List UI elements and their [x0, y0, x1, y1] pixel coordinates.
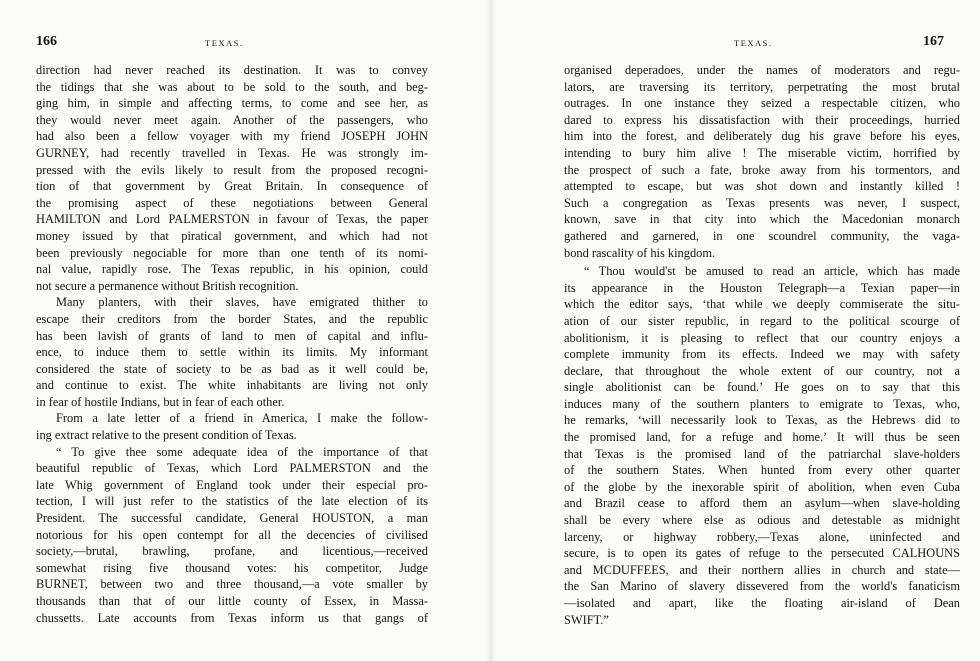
text-line: ing extract relative to the present condition of Texas. — [36, 428, 297, 443]
text-line: been previously negociable for more than one tenth of its nomi- — [36, 245, 428, 260]
text-line: dared to express his dissatisfaction with their proceedings, hurried — [564, 112, 960, 127]
text-line: known, save in that city into which the Macedonian monarch — [564, 212, 960, 227]
text-line: and MCDUFFEES, and their northern allies in church and state— — [564, 562, 960, 577]
right-running-head: TEXAS. — [734, 38, 773, 48]
text-line: GURNEY, had recently travelled in Texas. He was strongly im- — [36, 145, 428, 160]
right-page-body — [564, 62, 960, 628]
right-page-header — [490, 34, 980, 54]
text-line: of the globe by the inexorable spirit of abolition, when even Cuba — [564, 479, 960, 494]
text-line: outrages. In one instance they seized a respectable citizen, who — [564, 96, 960, 111]
text-line: its appearance in the Houston Telegraph—a Texian paper—in — [564, 280, 960, 295]
text-line: —isolated and apart, like the floating air-island of Dean — [564, 596, 960, 610]
text-line: President. The successful candidate, General HOUSTON, a man — [36, 511, 428, 526]
text-line: ation of our sister republic, in regard to the political scourge of — [564, 313, 960, 328]
text-line: attempted to escape, but was shot down and instantly killed ! — [564, 179, 960, 194]
text-line: declare, that throughout the whole extent of our country, not a — [564, 363, 960, 378]
text-line: complete immunity from its effects. Indeed we may with safety — [564, 347, 960, 362]
text-line: money issued by that piratical government, and which had not — [36, 228, 428, 243]
text-line: not secure a permanence without British recognition. — [36, 278, 299, 293]
right-page-number: 167 — [923, 34, 944, 49]
text-line: which the editor says, ‘that while we deeply commiserate the situ- — [564, 297, 960, 312]
text-line: Such a congregation as Texas presents was never, I suspect, — [564, 195, 960, 210]
text-line: organised deperadoes, under the names of moderators and regu- — [564, 63, 960, 77]
text-line: tion of that government by Great Britain. In consequence of — [36, 179, 428, 194]
text-line: bond rascality of his kingdom. — [564, 245, 716, 260]
text-line: escape their creditors from the border States, and the republic — [36, 311, 428, 326]
text-line: had also been a fellow voyager with my friend JOSEPH JOHN — [36, 129, 428, 144]
text-line: the prospect of such a fate, broke away from his tormentors, and — [564, 162, 960, 177]
text-line: “ Thou would'st be amused to read an article, which has made — [584, 264, 960, 279]
text-line: considered the state of society to be as bad as it well could be, — [36, 361, 428, 376]
text-line: BURNET, between two and three thousand,—a vote smaller by — [36, 577, 428, 592]
text-line: pressed with the evils likely to result from the proposed recogni- — [36, 162, 428, 177]
text-line: HAMILTON and Lord PALMERSTON in favour of Texas, the paper — [36, 212, 428, 227]
text-line: Many planters, with their slaves, have emigrated thither to — [56, 295, 428, 310]
text-line: the tidings that she was about to be sold to the south, and beg- — [36, 79, 428, 94]
text-line: the San Marino of slavery dissevered from the world's fanaticism — [564, 579, 960, 594]
text-line: chussetts. Late accounts from Texas inform us that gangs of — [36, 610, 428, 625]
text-line: the promised land, for a refuge and home.’ It will thus be seen — [564, 430, 960, 445]
text-line: abolitionism, it is pleasing to reflect that our country enjoys a — [564, 330, 960, 345]
text-line: that Texas is the promised land of the patriarchal slave-holders — [564, 446, 960, 461]
text-line: somewhat rising five thousand votes: his competitor, Judge — [36, 560, 428, 575]
text-line: he remarks, ‘will necessarily look to Texas, as the Hebrews did to — [564, 413, 960, 428]
text-line: thousands than that of our little county of Essex, in Massa- — [36, 594, 428, 608]
text-line: beautiful republic of Texas, which Lord PALMERSTON and the — [36, 461, 428, 476]
text-line: nal value, rapidly rose. The Texas republic, in his opinion, could — [36, 262, 428, 277]
text-line: tection, I will just refer to the statistics of the late election of its — [36, 494, 428, 509]
text-line: ence, to induce them to settle within its limits. My informant — [36, 345, 428, 360]
left-page-body — [36, 62, 428, 626]
text-line: intending to bury him alive ! The miserable victim, horrified by — [564, 145, 960, 160]
text-line: him into the forest, and deliberately dug his grave before his eyes, — [564, 129, 960, 144]
text-line: of the southern States. When hunted from every other quarter — [564, 463, 960, 478]
text-line: lators, are traversing its territory, perpetrating the most brutal — [564, 79, 960, 94]
text-line: gathered and garnered, in one scoundrel community, the vaga- — [564, 228, 960, 243]
text-line: secure, is to open its gates of refuge to the persecuted CALHOUNS — [564, 546, 960, 561]
text-line: the promising aspect of these negotiations between General — [36, 195, 428, 210]
text-line: direction had never reached its destination. It was to convey — [36, 63, 428, 77]
text-line: notorious for his open contempt for all the decencies of civilised — [36, 527, 428, 542]
text-line: ging him, in simple and affecting terms, to come and see her, as — [36, 96, 428, 111]
text-line: “ To give thee some adequate idea of the importance of that — [56, 444, 428, 459]
text-line: SWIFT.” — [564, 612, 609, 627]
text-line: From a late letter of a friend in America, I make the follow- — [56, 411, 428, 426]
text-line: has been lavish of grants of land to men of capital and influ- — [36, 328, 428, 343]
text-line: society,—brutal, brawling, profane, and licentious,—received — [36, 544, 428, 559]
text-line: and Brazil cease to afford them an asylum—when slave-holding — [564, 496, 960, 511]
text-line: shall be every where else as odious and detestable as midnight — [564, 513, 960, 528]
text-line: in fear of hostile Indians, but in fear of each other. — [36, 394, 285, 409]
text-line: and continue to exist. The white inhabitants are living not only — [36, 378, 428, 393]
right-page — [490, 0, 980, 661]
text-line: induces many of the southern planters to emigrate to Texas, who, — [564, 396, 960, 411]
left-page-number: 166 — [36, 34, 57, 49]
text-line: late Whig government of England took under their especial pro- — [36, 477, 428, 492]
text-line: single abolitionist can be found.’ He goes on to say that this — [564, 380, 960, 395]
left-page-header — [0, 34, 490, 54]
left-running-head: TEXAS. — [205, 38, 244, 48]
text-line: larceny, or highway robbery,—Texas alone, uninfected and — [564, 529, 960, 544]
text-line: they would never meet again. Another of the passengers, who — [36, 112, 428, 127]
